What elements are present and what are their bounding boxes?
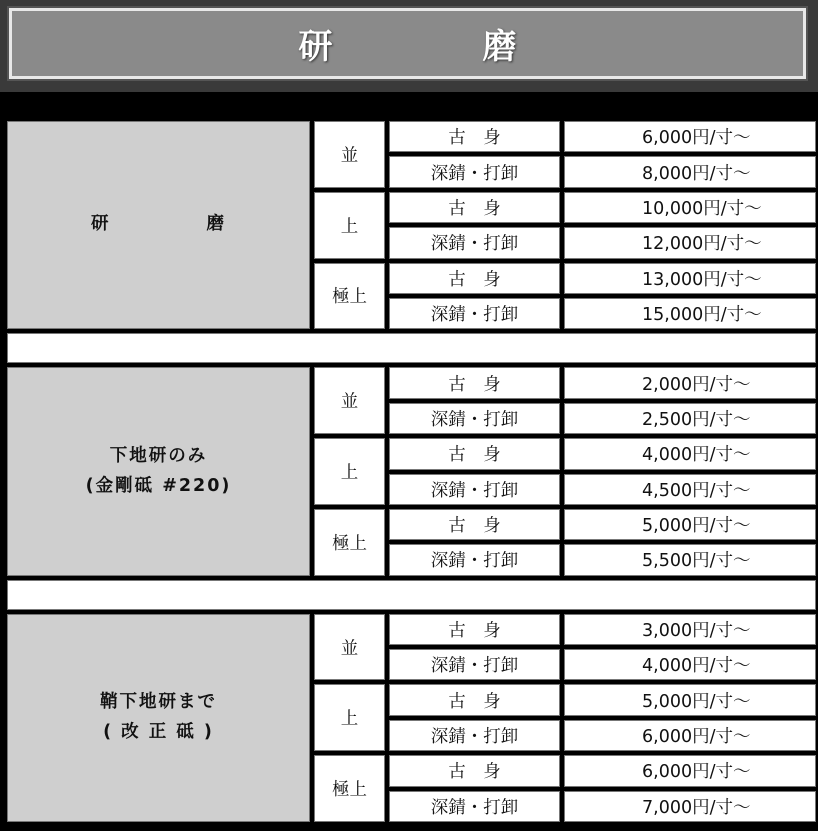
table-row xyxy=(6,613,817,646)
price-cell: 10,000円/寸〜 xyxy=(563,191,817,224)
section-spacer-row xyxy=(6,579,817,611)
category-name-line: ( 改 正 砥 ) xyxy=(103,721,214,742)
price-cell: 3,000円/寸〜 xyxy=(563,613,817,646)
category-name-part: 研 xyxy=(91,214,111,235)
price-cell: 5,500円/寸〜 xyxy=(563,543,817,576)
section-spacer-row xyxy=(6,332,817,364)
grade-cell: 極上 xyxy=(313,508,386,577)
type-cell: 深錆・打卸 xyxy=(388,402,561,435)
type-cell: 古 身 xyxy=(388,508,561,541)
price-cell: 6,000円/寸〜 xyxy=(563,120,817,153)
price-cell: 5,000円/寸〜 xyxy=(563,508,817,541)
type-cell: 古 身 xyxy=(388,613,561,646)
grade-cell: 上 xyxy=(313,437,386,506)
type-cell: 深錆・打卸 xyxy=(388,719,561,752)
type-cell: 古 身 xyxy=(388,366,561,399)
type-cell: 深錆・打卸 xyxy=(388,155,561,188)
price-cell: 4,000円/寸〜 xyxy=(563,648,817,681)
price-cell: 8,000円/寸〜 xyxy=(563,155,817,188)
page-banner xyxy=(0,0,818,92)
grade-cell: 上 xyxy=(313,683,386,752)
page-title-char-1: 研 xyxy=(298,27,333,67)
type-cell: 深錆・打卸 xyxy=(388,297,561,330)
category-cell xyxy=(6,366,311,576)
category-cell xyxy=(6,613,311,823)
type-cell: 深錆・打卸 xyxy=(388,226,561,259)
category-cell xyxy=(6,120,311,330)
type-cell: 古 身 xyxy=(388,120,561,153)
category-name-part: 磨 xyxy=(206,214,226,235)
category-name-line: 鞘下地研まで xyxy=(100,692,217,713)
grade-cell: 極上 xyxy=(313,262,386,331)
price-cell: 6,000円/寸〜 xyxy=(563,719,817,752)
price-cell: 7,000円/寸〜 xyxy=(563,790,817,823)
table-row xyxy=(6,366,817,399)
price-table xyxy=(4,118,818,825)
price-cell: 2,500円/寸〜 xyxy=(563,402,817,435)
type-cell: 古 身 xyxy=(388,683,561,716)
type-cell: 深錆・打卸 xyxy=(388,648,561,681)
price-cell: 4,000円/寸〜 xyxy=(563,437,817,470)
price-cell: 13,000円/寸〜 xyxy=(563,262,817,295)
price-cell: 6,000円/寸〜 xyxy=(563,754,817,787)
banner-frame xyxy=(9,8,806,79)
type-cell: 古 身 xyxy=(388,262,561,295)
grade-cell: 並 xyxy=(313,120,386,189)
price-cell: 5,000円/寸〜 xyxy=(563,683,817,716)
category-name-line: 下地研のみ xyxy=(109,445,208,466)
section-spacer xyxy=(6,332,817,364)
grade-cell: 並 xyxy=(313,366,386,435)
price-cell: 15,000円/寸〜 xyxy=(563,297,817,330)
grade-cell: 上 xyxy=(313,191,386,260)
price-cell: 4,500円/寸〜 xyxy=(563,473,817,506)
price-cell: 2,000円/寸〜 xyxy=(563,366,817,399)
type-cell: 深錆・打卸 xyxy=(388,473,561,506)
section-spacer xyxy=(6,579,817,611)
type-cell: 深錆・打卸 xyxy=(388,543,561,576)
type-cell: 深錆・打卸 xyxy=(388,790,561,823)
grade-cell: 並 xyxy=(313,613,386,682)
category-name-line: (金剛砥 #220) xyxy=(85,475,232,496)
type-cell: 古 身 xyxy=(388,437,561,470)
category-name xyxy=(7,210,310,240)
table-row xyxy=(6,120,817,153)
type-cell: 古 身 xyxy=(388,754,561,787)
type-cell: 古 身 xyxy=(388,191,561,224)
page-title xyxy=(12,11,803,76)
page-title-char-2: 磨 xyxy=(482,27,517,67)
price-cell: 12,000円/寸〜 xyxy=(563,226,817,259)
grade-cell: 極上 xyxy=(313,754,386,823)
